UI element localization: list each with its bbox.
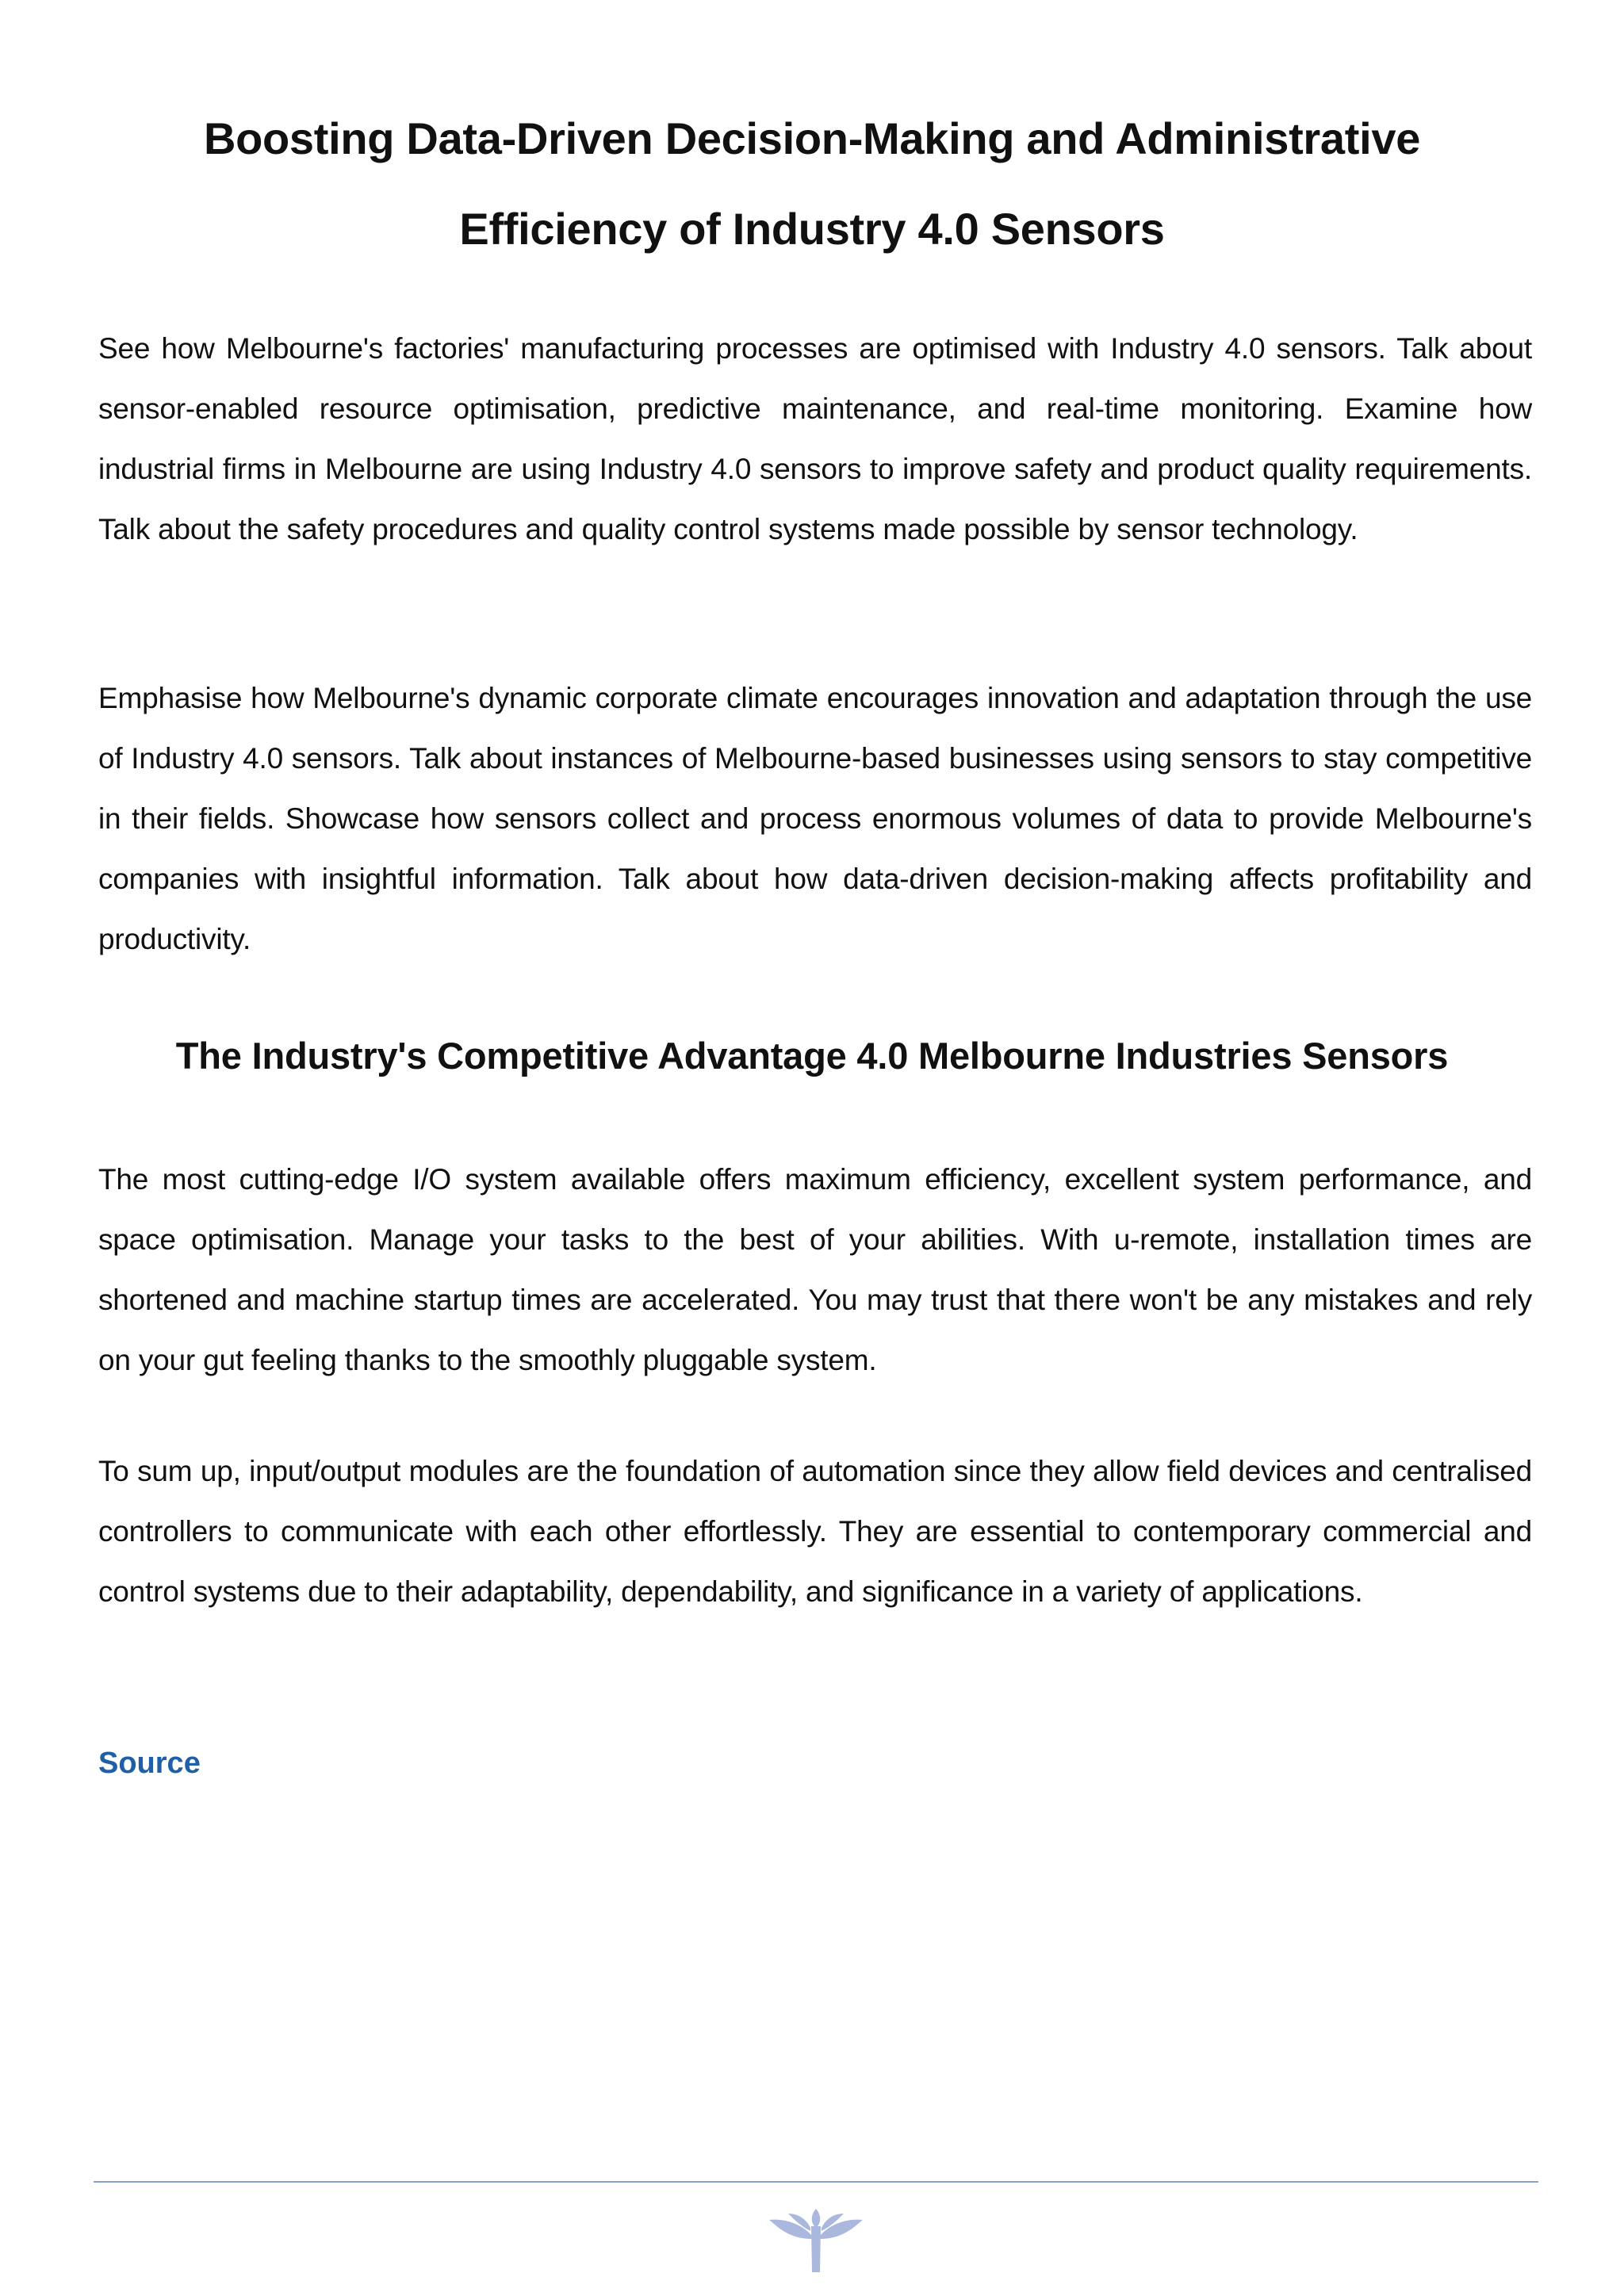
plant-sprout-logo-icon — [766, 2204, 866, 2275]
paragraph-4: To sum up, input/output modules are the foundation of automation since they allow field devices and centralised controllers to communicate with each other effortlessly. They are essential to contemporary commercial and control systems due to their adaptability, dependability, and significance in a variety of applications. — [98, 1455, 1532, 1608]
footer-divider — [94, 2181, 1538, 2183]
section-heading: The Industry's Competitive Advantage 4.0 Melbourne Industries Sensors — [175, 1035, 1449, 1077]
document-title: Boosting Data-Driven Decision-Making and Administrative Efficiency of Industry 4.0 Sensors — [203, 113, 1421, 254]
paragraph-1: See how Melbourne's factories' manufacturing processes are optimised with Industry 4.0 sensors. Talk about sensor-enabled resource optimisation, predictive maintenance, and real-time monitoring. Examine how industrial firms in Melbourne are using Industry 4.0 sensors to improve safety and product quality requirements. Talk about the safety procedures and quality control systems made possible by sensor technology. — [98, 332, 1532, 545]
paragraph-3: The most cutting-edge I/O system available offers maximum efficiency, excellent system performance, and space optimisation. Manage your tasks to the best of your abilities. With u-remote, installation times are shortened and machine startup times are accelerated. You may trust that there won't be any mistakes and rely on your gut feeling thanks to the smoothly pluggable system. — [98, 1163, 1532, 1376]
source-link[interactable]: Source — [98, 1747, 201, 1780]
paragraph-2: Emphasise how Melbourne's dynamic corporate climate encourages innovation and adaptation through the use of Industry 4.0 sensors. Talk about instances of Melbourne-based businesses using sensors to stay competitive in their fields. Showcase how sensors collect and process enormous volumes of data to provide Melbourne's companies with insightful information. Talk about how data-driven decision-making affects profitability and productivity. — [98, 682, 1532, 955]
